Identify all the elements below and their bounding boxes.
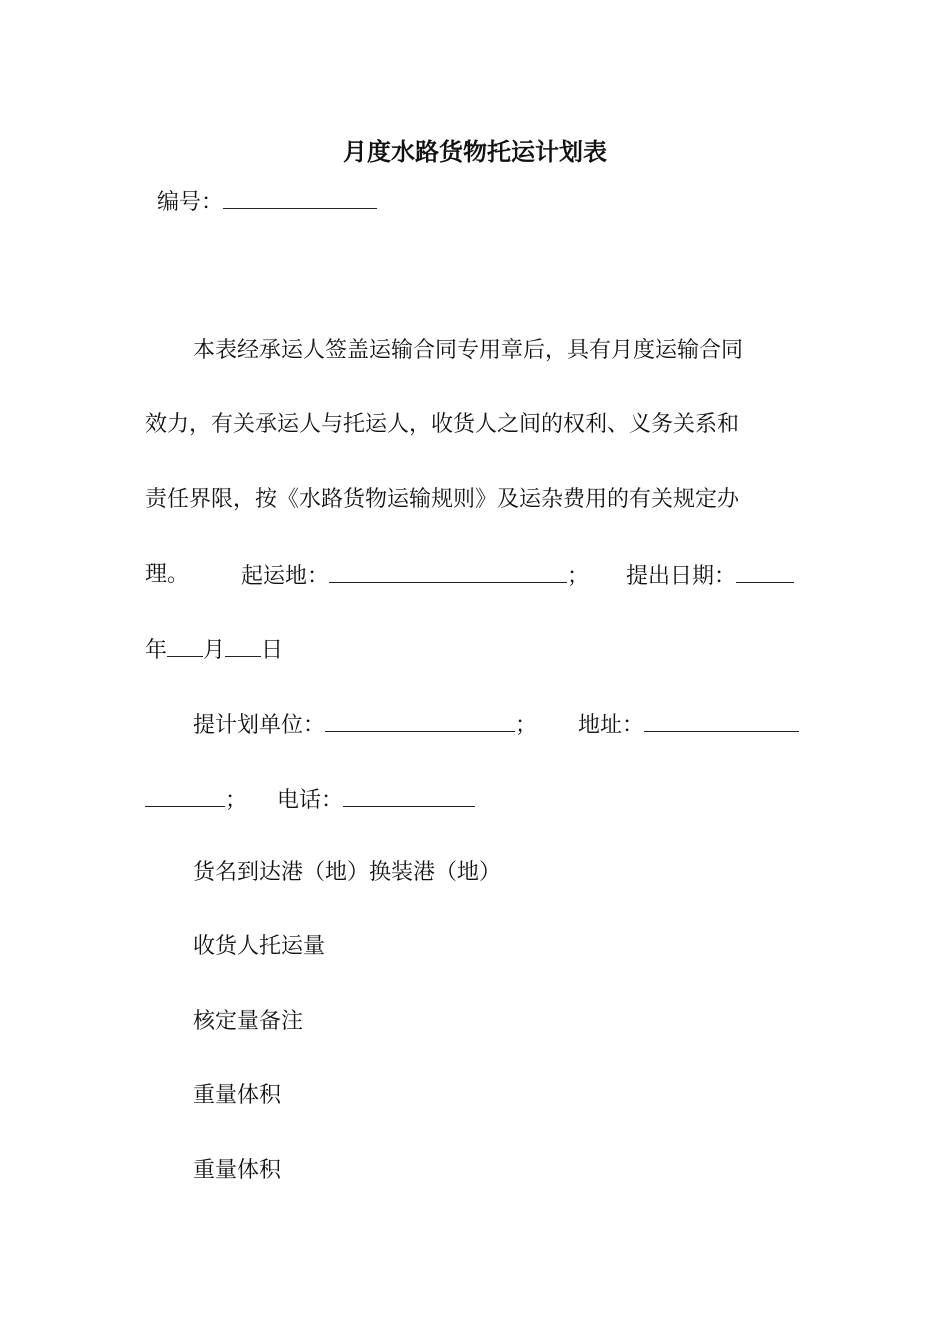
phone-line (277, 784, 475, 816)
month-label: 月 (203, 638, 226, 663)
date-line (145, 634, 283, 666)
unit-line (193, 709, 537, 741)
day-label: 日 (261, 638, 284, 663)
month-blank (167, 634, 203, 657)
intro-line-2: 效力，有关承运人与托运人，收货人之间的权利、义务关系和 (145, 412, 740, 437)
row-3: 核定量备注 (193, 1009, 304, 1034)
year-label: 年 (145, 638, 168, 663)
semicolon: ； (225, 788, 248, 813)
intro-line-4 (145, 560, 189, 590)
submit-date-label: 提出日期： (626, 564, 737, 589)
number-label: 编号： (157, 190, 224, 215)
document-title: 月度水路货物托运计划表 (343, 137, 607, 166)
number-line (157, 186, 377, 218)
semicolon: ； (515, 713, 538, 738)
row-5: 重量体积 (193, 1158, 282, 1183)
number-blank (223, 186, 377, 209)
phone-label: 电话： (277, 788, 344, 813)
origin-blank (329, 560, 567, 583)
intro-line-1: 本表经承运人签盖运输合同专用章后，具有月度运输合同 (193, 338, 744, 363)
unit-label: 提计划单位： (193, 713, 326, 738)
semicolon: ； (567, 564, 590, 589)
origin-line (241, 560, 589, 592)
submit-date-blank (736, 560, 794, 583)
origin-label: 起运地： (241, 564, 330, 589)
address-label: 地址： (578, 713, 645, 738)
row-4: 重量体积 (193, 1083, 282, 1108)
phone-blank (343, 784, 475, 807)
address-blank (644, 709, 799, 732)
row-1: 货名到达港（地）换装港（地） (193, 860, 502, 885)
address-continued-line (145, 784, 247, 816)
intro-line-4-start: 理。 (145, 562, 190, 587)
address-blank-cont (145, 784, 225, 807)
address-line (578, 709, 799, 741)
unit-blank (325, 709, 515, 732)
submit-date-line (626, 560, 794, 592)
intro-line-3: 责任界限，按《水路货物运输规则》及运杂费用的有关规定办 (145, 487, 740, 512)
day-blank (225, 634, 261, 657)
row-2: 收货人托运量 (193, 934, 326, 959)
